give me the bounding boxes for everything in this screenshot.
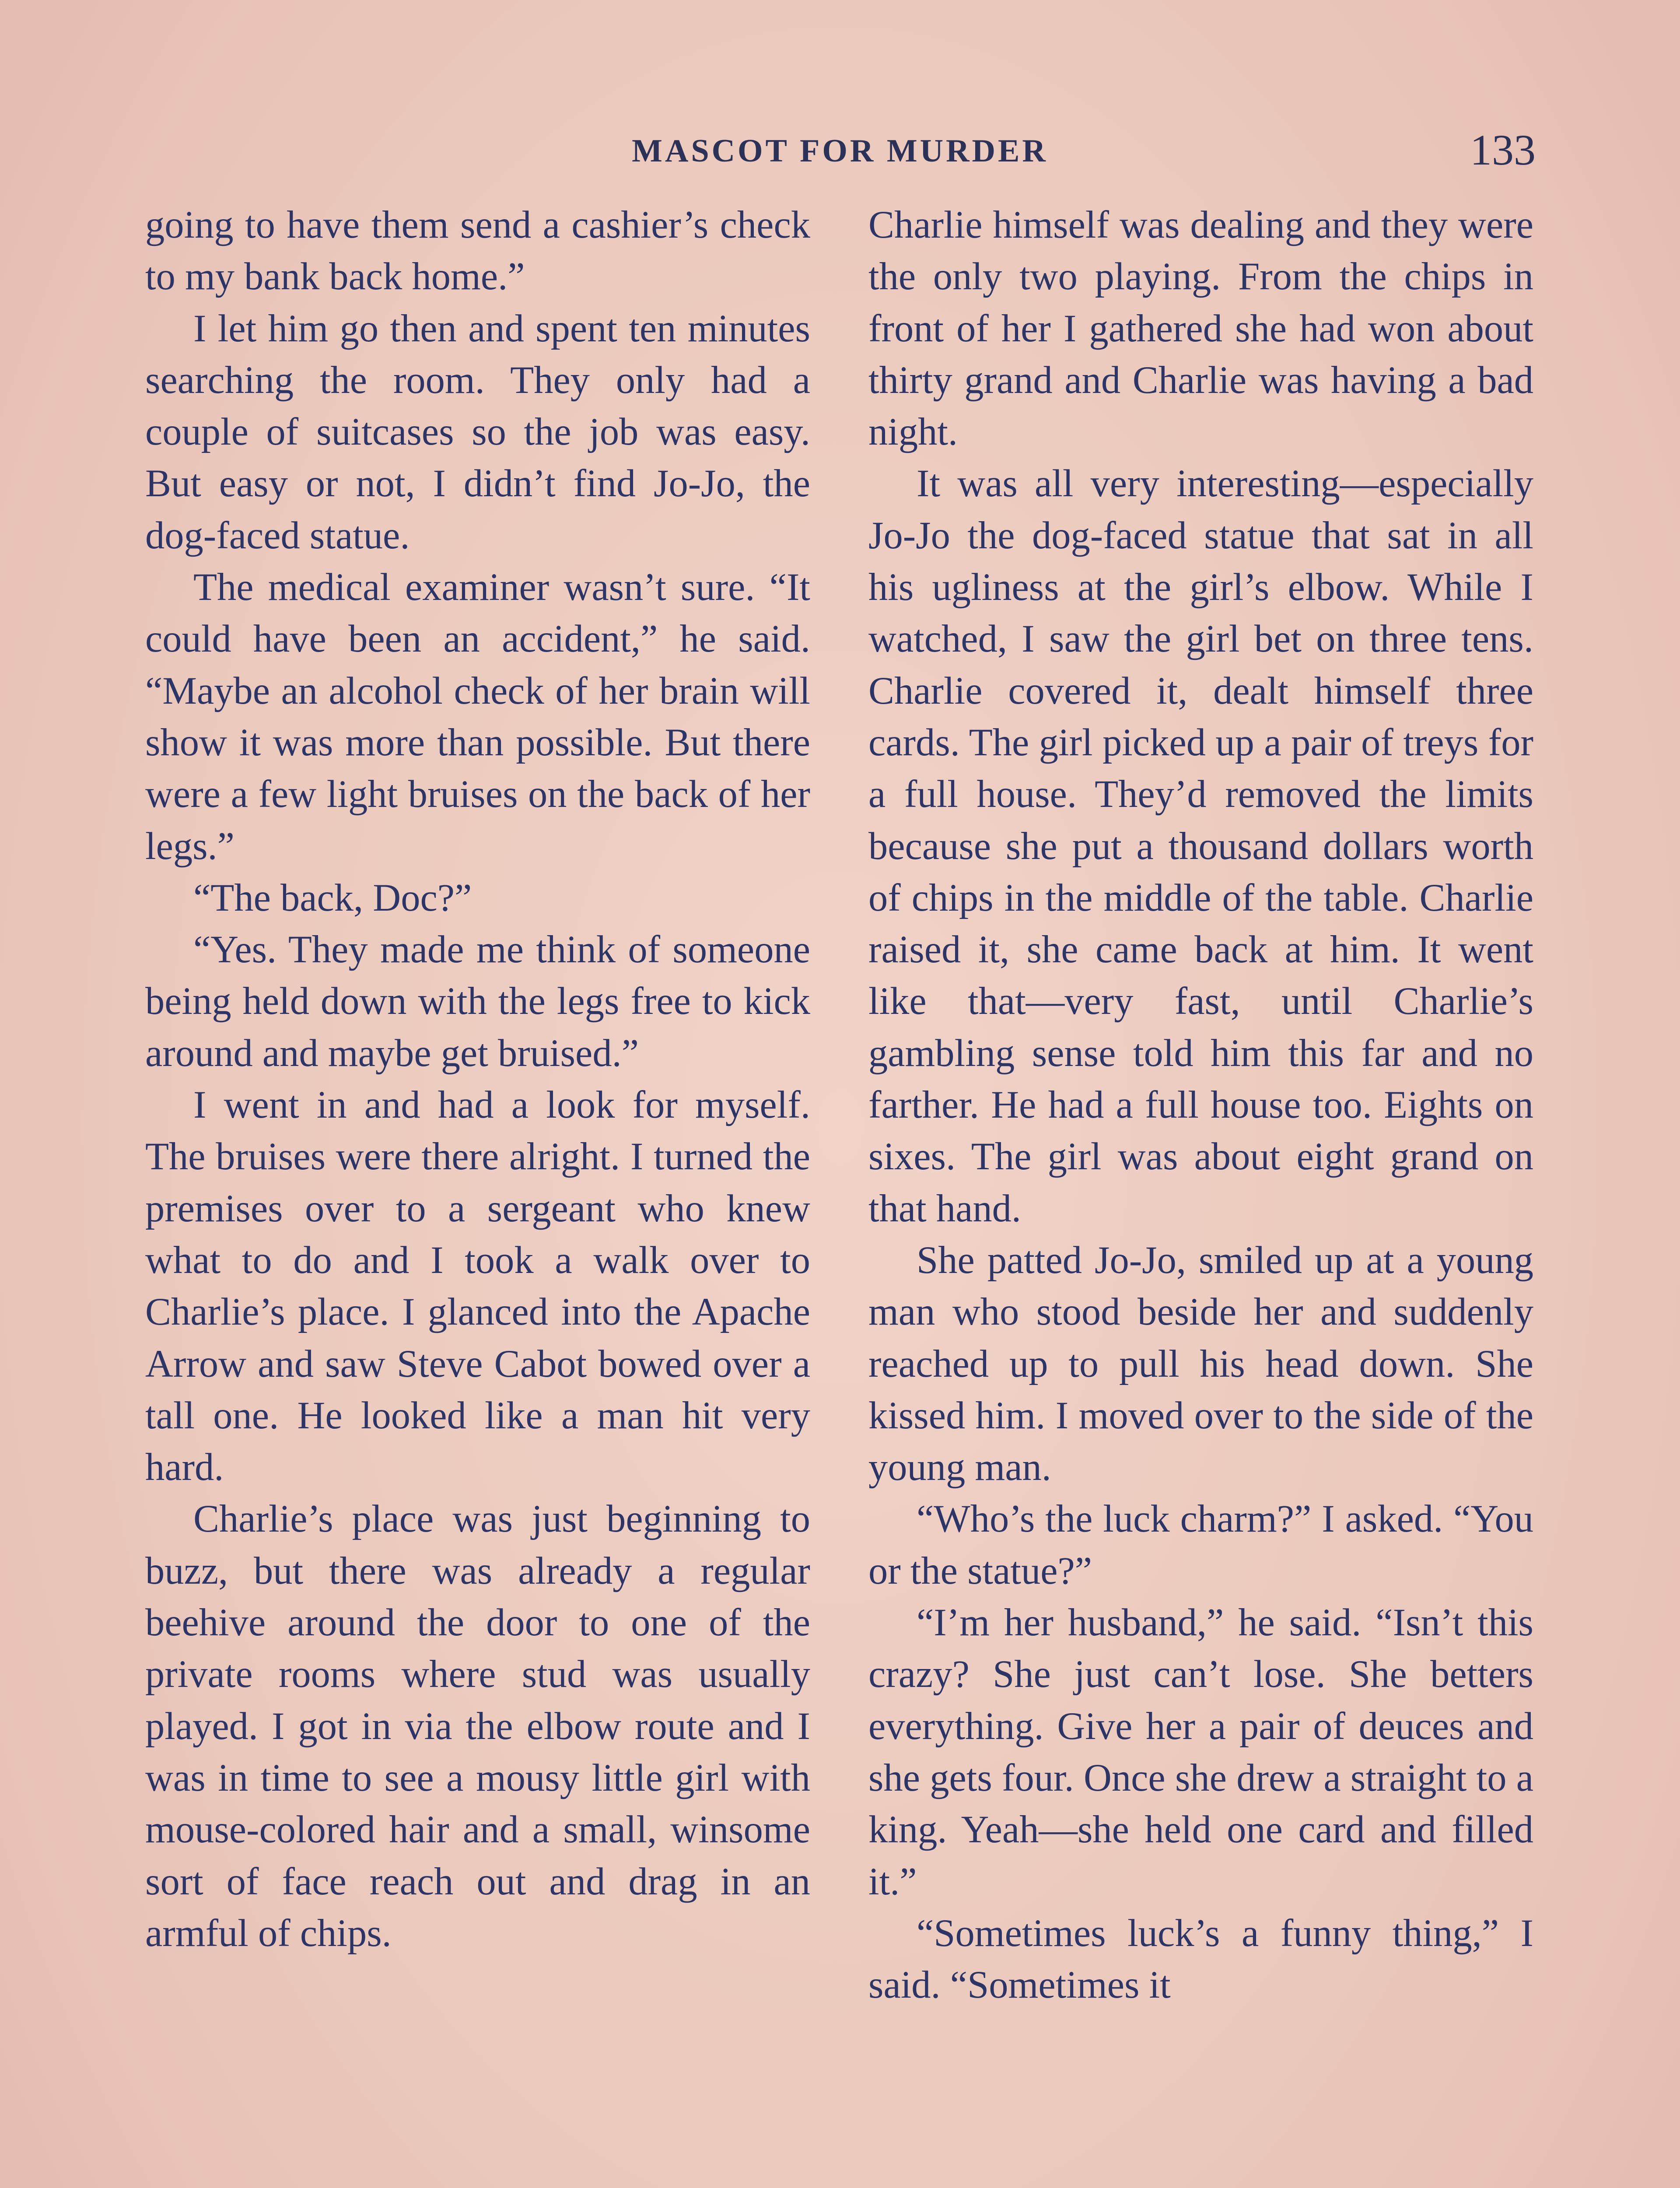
paragraph: I went in and had a look for myself. The bruises were there alright. I turned the premises over to a sergeant who knew what to do and I took a walk over to Charlie’s place. I glanced into the Apache Arrow and saw Steve Cabot bowed over a tall one. He looked like a man hit very hard. <box>145 1083 810 1489</box>
paragraph: “Who’s the luck charm?” I asked. “You or the statue?” <box>868 1497 1533 1592</box>
paragraph: “Sometimes luck’s a funny thing,” I said. “Sometimes it <box>868 1911 1533 2007</box>
paragraph: The medical examiner wasn’t sure. “It could have been an accident,” he said. “Maybe an alcohol check of her brain will show it was more than possible. But there were a few light bruises on the back of her legs.” <box>145 566 810 868</box>
paragraph: “I’m her husband,” he said. “Isn’t this crazy? She just can’t lose. She betters everything. Give her a pair of deuces and she gets four. Once she drew a straight to a king. Yeah—she held one card and filled it.” <box>868 1601 1533 1903</box>
paragraph: She patted Jo-Jo, smiled up at a young man who stood beside her and suddenly reached up to pull his head down. She kissed him. I moved over to the side of the young man. <box>868 1238 1533 1489</box>
running-title: MASCOT FOR MURDER <box>632 133 1048 169</box>
paragraph: “The back, Doc?” <box>193 876 472 919</box>
paragraph: Charlie himself was dealing and they were the only two playing. From the chips in front of her I gathered she had won about thirty grand and Charlie was having a bad night. <box>868 203 1533 454</box>
paragraph: I let him go then and spent ten minutes searching the room. They only had a couple of suitcases so the job was easy. But easy or not, I didn’t find Jo-Jo, the dog-faced statue. <box>145 307 810 557</box>
paragraph: It was all very interesting—especially Jo-Jo the dog-faced statue that sat in all his ugliness at the girl’s elbow. While I watched, I saw the girl bet on three tens. Charlie covered it, dealt himself three cards. The girl picked up a pair of treys for a full house. They’d removed the limits because she put a thousand dollars worth of chips in the middle of the table. Charlie raised it, she came back at him. It went like that—very fast, until Charlie’s gambling sense told him this far and no farther. He had a full house too. Eights on sixes. The girl was about eight grand on that hand. <box>868 462 1533 1230</box>
left-text-column <box>145 199 810 2188</box>
page-number: 133 <box>1470 126 1536 174</box>
paragraph: “Yes. They made me think of someone being held down with the legs free to kick around and maybe get bruised.” <box>145 928 810 1075</box>
right-text-column <box>868 199 1533 2188</box>
paragraph: Charlie’s place was just beginning to buzz, but there was already a regular beehive around the door to one of the private rooms where stud was usually played. I got in via the elbow route and I was in time to see a mousy little girl with mouse-colored hair and a small, winsome sort of face reach out and drag in an armful of chips. <box>145 1497 810 1955</box>
paragraph: going to have them send a cashier’s check to my bank back home.” <box>145 203 810 298</box>
running-header <box>144 125 1536 177</box>
